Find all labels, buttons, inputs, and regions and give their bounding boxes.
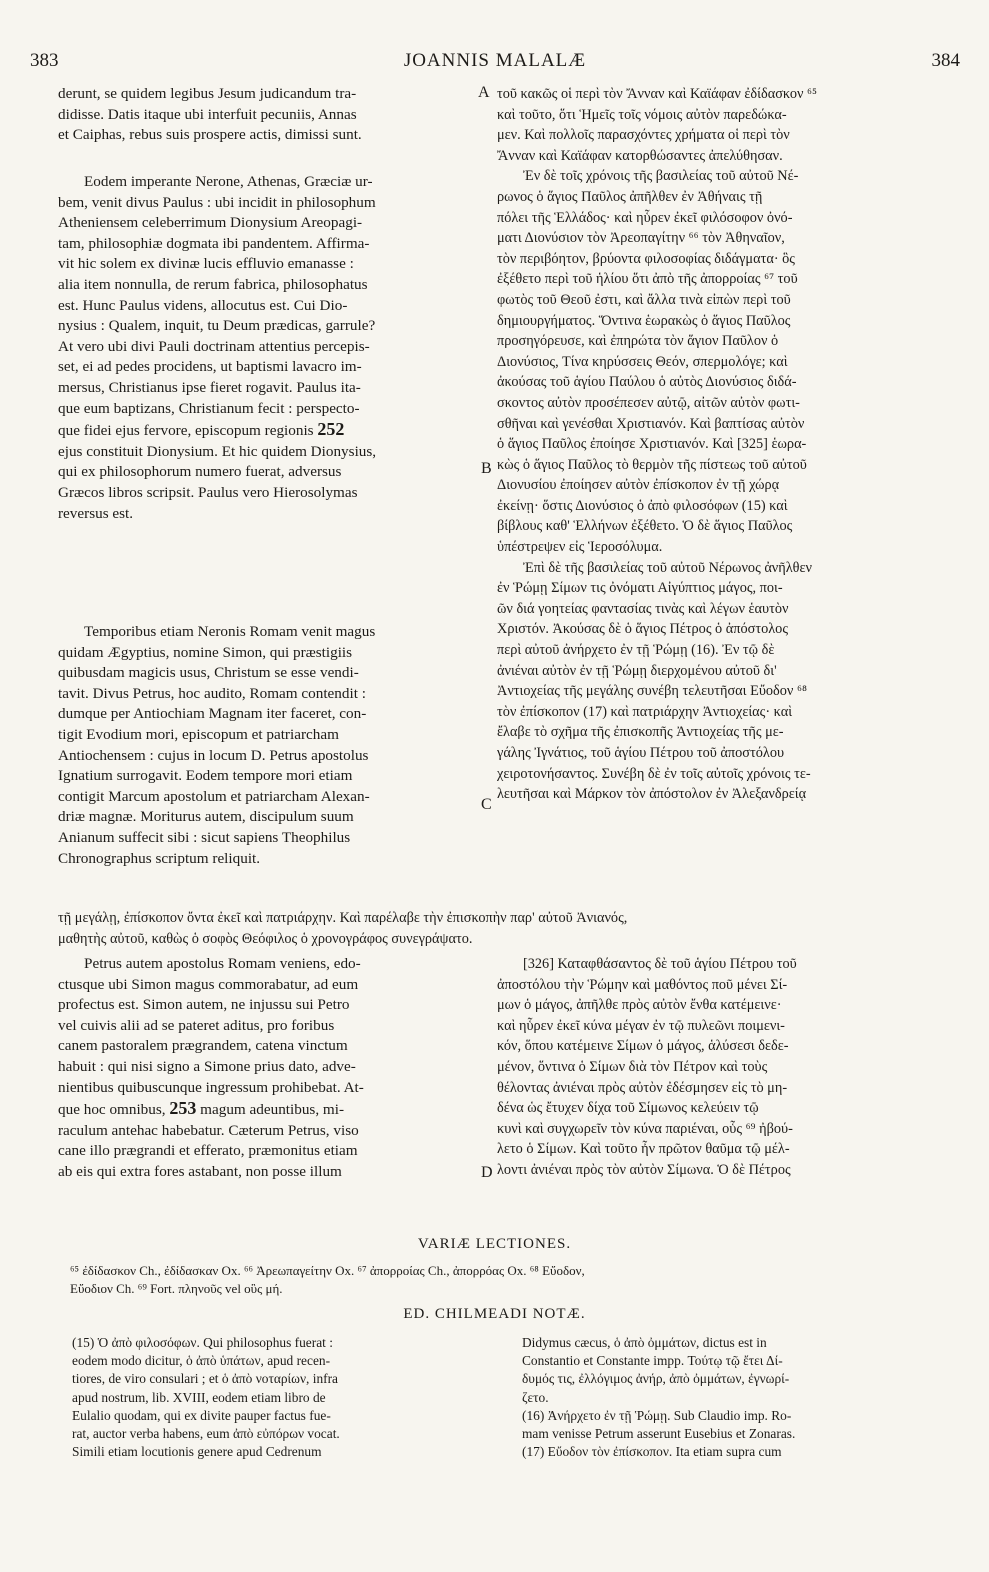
text-line: que eum baptizans, Christianum fecit : perspecto-	[58, 399, 360, 417]
text-line: Χριστόν. Ἀκούσας δὲ ὁ ἅγιος Πέτρος ὁ ἀπόστολος	[497, 621, 788, 638]
text-line: τὸν περιβόητον, βρύοντα φιλοσοφίας διδάγματα· ὃς	[497, 250, 795, 267]
text-line: Anianum suffecit sibi : sicut sapiens Theophilus	[58, 828, 351, 846]
text-line: πόλει τῆς Ἑλλάδος· καὶ ηὗρεν ἐκεῖ φιλόσοφον ὀνό-	[497, 209, 793, 226]
text-line: ἀκούσας τοῦ ἁγίου Παύλου ὁ αὐτὸς Διονύσιος διδά-	[497, 374, 797, 391]
note-line: ζετο.	[522, 1389, 549, 1405]
note-line: mam venisse Petrum asserunt Eusebius et Zonaras.	[522, 1426, 796, 1442]
section-marker-d: D	[481, 1164, 493, 1181]
text-line: δημιουργήματος. Ὅντινα ἑωρακὼς ὁ ἅγιος Παῦλος	[497, 312, 791, 329]
text-line	[58, 419, 470, 442]
notes-left-column	[72, 1334, 482, 1461]
text-line: χειροτονήσαντος. Συνέβη δὲ ἐν τοῖς αὐτοῖς χρόνοις τε-	[497, 765, 811, 782]
text-line: κυνὶ καὶ συγχωρεῖν τὸν κύνα παριέναι, οὗς ⁶⁹ ἠβού-	[497, 1120, 793, 1137]
text-line: raculum antehac habebatur. Cæterum Petrus, viso	[58, 1121, 359, 1139]
text-line: habuit : qui nisi signo a Simone prius dato, adve-	[58, 1057, 356, 1075]
note-line: Didymus cæcus, ὁ ἀπὸ ὀμμάτων, dictus est in	[522, 1335, 767, 1350]
note-line: rat, auctor verba habens, eum ἀπὸ εὐπόρων vocat.	[72, 1426, 340, 1442]
marginal-number-253: 253	[169, 1098, 197, 1119]
text-line: quidam Ægyptius, nomine Simon, qui præstigiis	[58, 643, 353, 661]
text-line: ἀνιέναι αὐτὸν ἐν τῇ Ῥώμῃ διερχομένου αὐτοῦ δι'	[497, 662, 777, 679]
text-line: Petrus autem apostolus Romam veniens, edo-	[84, 955, 361, 972]
text-line-part: que hoc omnibus,	[58, 1101, 166, 1119]
text-line: βίβλους καθ' Ἑλλήνων ἐξέθετο. Ὁ δὲ ἅγιος Παῦλος	[497, 518, 793, 535]
text-line: qui ex philosophorum numero fuerat, adversus	[58, 463, 342, 481]
section-marker-c: C	[481, 796, 492, 813]
text-line: περὶ αὐτοῦ ἀνήρχετο ἐν τῇ Ῥώμῃ (16). Ἐν τῷ δὲ	[497, 642, 775, 659]
note-line: eodem modo dicitur, ὁ ἀπὸ ὑπάτων, apud recen-	[72, 1353, 331, 1369]
text-line: ὑπέστρεψεν εἰς Ἱεροσόλυμα.	[497, 539, 663, 556]
text-line: Διονύσιος, Τίνα κηρύσσεις Θεόν, σπερμολόγε; καὶ	[497, 353, 788, 370]
text-line: bem, venit divus Paulus : ubi incidit in philosophum	[58, 193, 376, 211]
section-marker-a: A	[478, 84, 490, 101]
latin-paragraph-3	[58, 622, 470, 869]
text-line: γάλης Ἰγνάτιος, τοῦ ἁγίου Πέτρου τοῦ ἀποστόλου	[497, 745, 785, 761]
greek-full-width	[58, 908, 928, 949]
text-line: ἔλαβε τὸ σχῆμα τῆς ἐπισκοπῆς Ἀντιοχείας τῆς με-	[497, 724, 784, 741]
text-line: ὁ ἅγιος Παῦλος ἐποίησε Χριστιανόν. Καὶ [325] ἑωρα-	[497, 436, 807, 453]
note-line: Constantio et Constante impp. Τούτῳ τῷ ἔτει Δί-	[522, 1353, 783, 1369]
text-line: Ἄνναν καὶ Καϊάφαν κατορθώσαντες ἀπελύθησαν.	[497, 147, 783, 164]
running-title: JOANNIS MALALÆ	[403, 50, 587, 71]
text-line: ejus constituit Dionysium. Et hic quidem Dionysius,	[58, 442, 377, 460]
text-line: κὼς ὁ ἅγιος Παῦλος τὸ θερμὸν τῆς πίστεως τοῦ αὐτοῦ	[497, 456, 807, 473]
text-line: Διονυσίου ἐποίησεν αὐτὸν ἐπίσκοπον ἐν τῇ χώρᾳ	[497, 477, 780, 494]
notae-heading: ED. CHILMEADI NOTÆ.	[403, 1306, 586, 1322]
text-line: θέλοντας ἀνιέναι πρὸς αὐτὸν ἐδέσμησεν εἰς τὸ μη-	[497, 1079, 788, 1096]
text-line: contigit Marcum apostolum et patriarcham Alexan-	[58, 787, 370, 805]
text-line: προσηγόρευσε, καὶ ἐπηρώτα τὸν ἅγιον Παῦλον ὁ	[497, 333, 779, 350]
text-line: ἀποστόλου τὴν Ῥώμην καὶ μαθόντος ποῦ μένει Σί-	[497, 976, 788, 993]
text-line: ctusque ubi Simon magus commorabatur, ad eum	[58, 975, 359, 993]
running-header	[30, 50, 960, 76]
greek-column-2	[497, 954, 915, 1181]
text-line: τὸν ἐπίσκοπον (17) καὶ πατριάρχην Ἀντιοχείας· καὶ	[497, 703, 793, 720]
section-marker-b: B	[481, 460, 492, 477]
note-line: apud nostrum, lib. XVIII, eodem etiam libro de	[72, 1389, 326, 1405]
text-line: At vero ubi divi Pauli doctrinam attentius percepis-	[58, 337, 370, 355]
text-line: set, ei ad pedes procidens, ut baptismi lavacro im-	[58, 358, 362, 376]
text-line: λετο ὁ Σίμων. Καὶ τοῦτο ἦν πρῶτον θαῦμα τῷ μέλ-	[497, 1141, 790, 1158]
variae-heading: VARIÆ LECTIONES.	[417, 1236, 572, 1252]
text-line: Chronographus scriptum reliquit.	[58, 849, 261, 867]
text-line: ἐκείνῃ· ὅστις Διονύσιος ὁ ἀπὸ φιλοσόφων (15) καὶ	[497, 497, 788, 514]
note-line: Simili etiam locutionis genere apud Cedrenum	[72, 1444, 322, 1460]
text-line: Eodem imperante Nerone, Athenas, Græciæ ur-	[84, 173, 373, 190]
text-line: didisse. Datis itaque ubi interfuit pecuniis, Annas	[58, 105, 357, 123]
text-line: ab eis qui extra fores astabant, non posse illum	[58, 1162, 342, 1180]
text-line: mersus, Christianus ipse fieret rogavit. Paulus ita-	[58, 378, 361, 396]
text-line: τῇ μεγάλῃ, ἐπίσκοπον ὄντα ἐκεῖ καὶ πατριάρχην. Καὶ παρέλαβε τὴν ἐπισκοπὴν παρ' αὐτοῦ Ἀνιανός,	[58, 910, 628, 926]
text-line: tavit. Divus Petrus, hoc audito, Romam contendit :	[58, 684, 366, 702]
text-line: ρωνος ὁ ἅγιος Παῦλος ἀπῆλθεν ἐν Ἀθήναις τῇ	[497, 188, 763, 205]
text-line	[58, 1098, 470, 1121]
text-line: μένον, ὅντινα ὁ Σίμων διὰ τὸν Πέτρον καὶ τοὺς	[497, 1058, 768, 1075]
text-line-part: magum adeuntibus, mi-	[200, 1101, 345, 1119]
text-line: σκοντος αὐτὸν προσέπεσεν αὐτῷ, αἰτῶν αὐτὸν φωτι-	[497, 394, 800, 411]
text-line: ἐξέθετο περὶ τοῦ ἡλίου ὅτι ἀπὸ τῆς ἀπορροίας ⁶⁷ τοῦ	[497, 271, 798, 288]
text-line: μαθητὴς αὐτοῦ, καθὼς ὁ σοφὸς Θεόφιλος ὁ χρονογράφος συνεγράψατο.	[58, 930, 473, 947]
text-line: τοῦ κακῶς οἱ περὶ τὸν Ἄνναν καὶ Καϊάφαν ἐδίδασκον ⁶⁵	[497, 86, 817, 102]
text-line: tam, philosophiæ dogmata ibi pandentem. Affirma-	[58, 234, 370, 252]
text-line: dumque per Antiochiam Magnam iter faceret, con-	[58, 705, 367, 723]
text-line: tigit Evodium mori, episcopum et patriarcham	[58, 725, 339, 743]
text-line: λευτῆσαι καὶ Μάρκον τὸν ἀπόστολον ἐν Ἀλεξανδρείᾳ	[497, 786, 807, 803]
text-line: Temporibus etiam Neronis Romam venit magus	[84, 623, 376, 640]
notes-right-column	[522, 1334, 932, 1461]
text-line: καὶ ηὗρεν ἐκεῖ κύνα μέγαν ἐν τῷ πυλεῶνι ποιμενι-	[497, 1017, 785, 1034]
marginal-number-252: 252	[317, 419, 345, 440]
text-line: reversus est.	[58, 504, 134, 522]
page-number-left: 383	[30, 50, 59, 71]
text-line-part: que fidei ejus fervore, episcopum regionis	[58, 422, 314, 440]
text-line: Antiochensem : cujus in locum D. Petrus apostolus	[58, 746, 369, 764]
text-line: δένα ὡς ἔτυχεν δίχα τοῦ Σίμωνος κελεύειν τῷ	[497, 1100, 759, 1117]
text-line: [326] Καταφθάσαντος δὲ τοῦ ἁγίου Πέτρου τοῦ	[523, 956, 797, 972]
text-line: nysius : Qualem, inquit, tu Deum prædicas, garrule?	[58, 317, 376, 335]
latin-paragraph-1	[58, 84, 470, 146]
note-line: (16) Ἀνήρχετο ἐν τῇ Ῥώμῃ. Sub Claudio imp. Ro-	[522, 1407, 792, 1423]
text-line: καὶ τοῦτο, ὅτι Ἡμεῖς τοῖς νόμοις αὐτὸν παρεδώκα-	[497, 106, 787, 123]
page-number-right: 384	[931, 50, 960, 71]
text-line: σθῆναι καὶ γενέσθαι Χριστιανόν. Καὶ βαπτίσας αὐτὸν	[497, 415, 805, 432]
text-line: nientibus quibuscunque ingressum prohibebat. At-	[58, 1078, 364, 1096]
note-line: δυμός τις, ἐλλόγιμος ἀνήρ, ἀπὸ ὀμμάτων, ἐγνωρί-	[522, 1371, 790, 1387]
text-line: κόν, ὅπου κατέμεινε Σίμων ὁ μάγος, ἁλύσεσι δεδε-	[497, 1038, 789, 1055]
latin-paragraph-2	[58, 172, 470, 524]
text-line: λοντι ἀνιέναι πρὸς τὸν αὐτὸν Σίμωνα. Ὁ δὲ Πέτρος	[497, 1161, 791, 1178]
text-line: vel cuivis alii ad se pateret aditus, pro foribus	[58, 1016, 335, 1034]
text-line: ῶν διά γοητείας φαντασίας τινὰς καὶ λέγων ἑαυτὸν	[497, 600, 789, 617]
text-line: ματι Διονύσιον τὸν Ἀρεοπαγίτην ⁶⁶ τὸν Ἀθηναῖον,	[497, 230, 785, 247]
text-line: vit hic solem ex divinæ lucis effluvio emanasse :	[58, 255, 354, 273]
text-line: et Caiphas, rebus suis prospere actis, dimissi sunt.	[58, 126, 362, 144]
variae-lectiones	[70, 1262, 930, 1298]
text-line: Ἀντιοχείας τῆς μεγάλης συνέβη τελευτῆσαι Εὔοδον ⁶⁸	[497, 683, 807, 700]
text-line: Ἐπὶ δὲ τῆς βασιλείας τοῦ αὐτοῦ Νέρωνος ἀνῆλθεν	[523, 559, 812, 576]
text-line: ἐν Ῥώμῃ Σίμων τις ὀνόματι Αἰγύπτιος μάγος, ποι-	[497, 580, 783, 597]
latin-paragraph-4	[58, 954, 470, 1183]
text-line: Ἐν δὲ τοῖς χρόνοις τῆς βασιλείας τοῦ αὐτοῦ Νέ-	[523, 168, 799, 185]
text-line: est. Hunc Paulus videns, allocutus est. Cui Dio-	[58, 296, 348, 314]
greek-column-1	[497, 84, 915, 805]
text-line: cane illo prægrandi et efferato, præmonitus etiam	[58, 1142, 358, 1160]
note-line: (17) Εὔοδον τὸν ἐπίσκοπον. Ita etiam supra cum	[522, 1444, 782, 1460]
text-line: derunt, se quidem legibus Jesum judicandum tra-	[58, 85, 357, 102]
text-line: Græcos libros scripsit. Paulus vero Hierosolymas	[58, 483, 358, 501]
text-line: canem pastoralem prægrandem, catena vinctum	[58, 1037, 348, 1055]
text-line: Ignatium surrogavit. Eodem tempore mori etiam	[58, 767, 353, 785]
text-line: φωτὸς τοῦ Θεοῦ ἐστι, καὶ ἄλλα τινὰ εἰπὼν περὶ τοῦ	[497, 291, 791, 308]
text-line: alia item nonnulla, de rerum fabrica, philosophatus	[58, 275, 368, 293]
text-line: μων ὁ μάγος, ἀπῆλθε πρὸς αὐτὸν ἔνθα κατέμεινε·	[497, 997, 782, 1014]
note-line: Eulalio quodam, qui ex divite pauper factus fue-	[72, 1407, 331, 1423]
note-line: (15) Ὁ ἀπὸ φιλοσόφων. Qui philosophus fuerat :	[72, 1335, 333, 1350]
footnote-line: Εὔοδιον Ch. ⁶⁹ Fort. πληνοῦς vel οὓς μή.	[70, 1281, 283, 1296]
footnote-line: ⁶⁵ ἐδίδασκον Ch., ἐδίδασκαν Ox. ⁶⁶ Ἀρεωπαγείτην Ox. ⁶⁷ ἀπορροίας Ch., ἀπορρόας Ox. ⁶⁸ Εὔοδον,	[70, 1263, 585, 1278]
text-line: Atheniensem celeberrimum Dionysium Areopagi-	[58, 214, 363, 232]
text-line: quibusdam magicis usus, Christum se esse vendi-	[58, 664, 359, 682]
text-line: profectus est. Simon autem, ne injussu sui Petro	[58, 996, 350, 1014]
note-line: tiores, de viro consulari ; et ὁ ἀπὸ νοταρίων, infra	[72, 1371, 338, 1387]
text-line: μεν. Καὶ πολλοῖς παρασχόντες χρήματα οἱ περὶ τὸν	[497, 127, 790, 144]
text-line: driæ magnæ. Moriturus autem, discipulum suum	[58, 808, 354, 826]
